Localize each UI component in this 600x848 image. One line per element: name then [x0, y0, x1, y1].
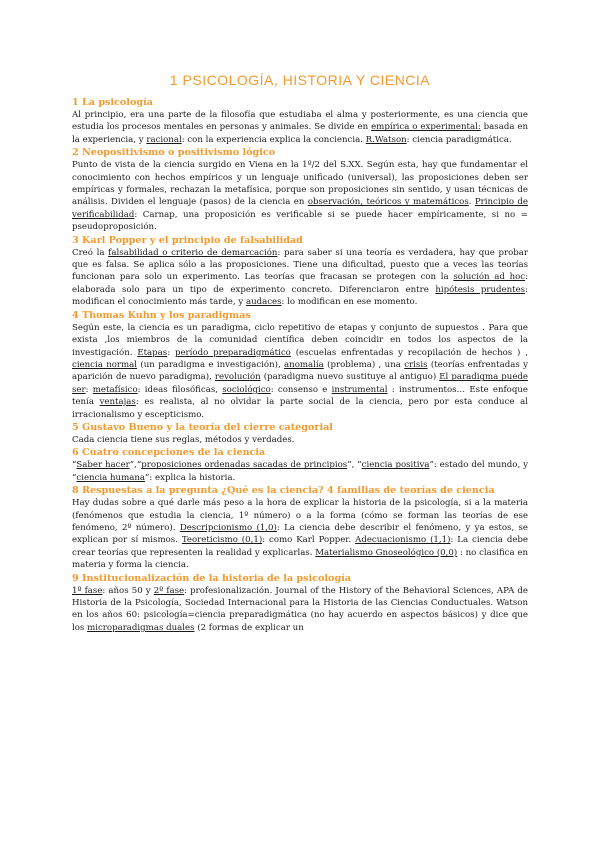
underlined-term: 1º fase [72, 585, 103, 596]
text-run: : es realista, al no olvidar la parte social de la ciencia, pero por esta conduce al irracionalismo y escepticismo. [72, 397, 528, 420]
text-run: : ciencia paradigmática. [406, 134, 512, 145]
underlined-term: solución ad hoc [453, 272, 526, 283]
text-run: : profesionalización. Journal of the History of the Behavioral Sciences, APA de Historia de la Psicología, Sociedad Internacional para la Historia de las Ciencias Conductuales. Watson en los años 60: psicología=ciencia preparadigmática (no hay acuerdo en aspectos básicos) y dice que los [72, 585, 528, 633]
text-run: (2 formas de explicar un [194, 622, 304, 633]
text-run: : La ciencia debe describir el fenómeno, y ya estos, se explican por sí mismos. [72, 522, 529, 546]
text-run: ”: estado del mundo, y “ [72, 460, 528, 483]
text-run: : [167, 347, 175, 358]
text-run: : consenso e [270, 384, 332, 395]
underlined-term: hipótesis prudentes [435, 284, 526, 295]
section-heading: 3 Karl Popper y el principio de falsabilidad [72, 234, 303, 246]
underlined-term: anomalía [284, 359, 324, 370]
underlined-term: proposiciones ordenadas sacadas de principios [141, 460, 348, 471]
underlined-term: observación, teóricos y matemáticos [307, 197, 469, 208]
section-heading: 2 Neopositivismo o positivismo lógico [72, 147, 276, 159]
underlined-term: ventajas [99, 397, 136, 408]
text-run: (escuelas enfrentadas y recopilación de hechos ) , [290, 347, 528, 358]
section-heading: 8 Respuestas a la pregunta ¿Qué es la ciencia? 4 familias de teorías de ciencia [72, 485, 495, 497]
text-run: : ideas filosóficas, [137, 384, 223, 395]
underlined-term: Principio de verificabilidad [72, 197, 528, 220]
section-heading: 4 Thomas Kuhn y los paradigmas [72, 309, 251, 321]
section-paragraph [72, 247, 528, 309]
underlined-term: Teoreticismo (0,1) [181, 535, 263, 546]
text-run: : La ciencia debe crear teorías que representen la realidad y explicarlas. [72, 535, 529, 558]
text-run: : lo modifican en ese momento. [281, 297, 418, 308]
underlined-term: ciencia normal [72, 359, 138, 370]
section-paragraph [72, 585, 528, 635]
section-heading: 9 Institucionalización de la historia de la psicología [72, 572, 352, 584]
text-run: : instrumentos… Este enfoque tenía [72, 384, 528, 408]
section-paragraph [72, 497, 528, 571]
text-run: ”,“ [129, 460, 142, 471]
text-run: Punto de vista de la ciencia surgido en Viena en la 1º/2 del S.XX. Según esta, hay que fundamentar el conocimiento con hechos empíricos y un lenguaje unificado (universal), las proposiciones deben ser empíricas y formales, rechazan la metafísica, porque son proposiciones sin sentido, y usan técnicas de análisis. Dividen el lenguaje (pasos) de la ciencia en [72, 160, 528, 208]
text-run: Creó la [72, 247, 109, 258]
underlined-term: metafísico [92, 384, 138, 395]
section-paragraph [72, 459, 528, 484]
underlined-term: crisis [404, 359, 428, 370]
text-run: (paradigma nuevo sustituye al antiguo) [260, 372, 440, 383]
underlined-term: empírica o experimental: [371, 122, 481, 133]
underlined-term: El paradigma puede ser [72, 372, 528, 395]
underlined-term: ciencia humana [76, 472, 146, 483]
text-run: : Carnap, una proposición es verificable si se puede hacer empíricamente, si no = pseudoproposición. [72, 209, 528, 233]
underlined-term: período preparadigmático [174, 347, 291, 358]
text-run: : elaborada solo para un tipo de experimento concreto. Diferenciaron entre [72, 272, 528, 295]
underlined-term: ciencia positiva [361, 460, 430, 471]
text-run: Hay dudas sobre a qué darle más peso a la hora de explicar la historia de la psicología, si a la materia (fenómenos que estudia la ciencia, 1º número) o a la forma (cómo se forman las teorías de ese fenómeno, 2º número). [72, 498, 528, 533]
text-run: basada en la experiencia, y [72, 122, 528, 145]
text-run: (teorías enfrentadas y aparición de nuevo paradigma), [72, 359, 528, 383]
text-run: (problema) , una [323, 359, 405, 370]
text-run: : años 50 y [102, 585, 154, 596]
text-run: . [468, 197, 475, 208]
text-run: ”, “ [347, 460, 362, 471]
text-run: : con la experiencia explica la conciencia. [181, 134, 366, 145]
underlined-term: 2º fase [153, 585, 185, 596]
underlined-term: Adecuacionismo (1,1) [355, 535, 451, 546]
underlined-term: microparadigmas duales [87, 622, 195, 633]
section-paragraph [72, 434, 528, 446]
text-run: Cada ciencia tiene sus reglas, métodos y verdades. [72, 434, 295, 445]
section-heading: 1 La psicología [72, 97, 153, 108]
text-run: : [85, 384, 93, 395]
text-run: “ [72, 460, 77, 471]
section-paragraph [72, 159, 528, 233]
underlined-term: Saber hacer [76, 460, 130, 471]
section-heading: 5 Gustavo Bueno y la teoría del cierre categorial [72, 421, 333, 433]
underlined-term: sociológico [222, 384, 271, 395]
sections-container [72, 96, 528, 634]
section-paragraph [72, 109, 528, 146]
section-paragraph [72, 322, 528, 421]
underlined-term: Descripcionismo (1,0) [179, 522, 277, 533]
text-run: : como Karl Popper. [262, 535, 356, 546]
document-page [72, 72, 528, 634]
text-run: Al principio, era una parte de la filosofía que estudiaba el alma y posteriormente, es una ciencia que estudia los procesos mentales en personas y animales. Se divide en [72, 110, 528, 133]
text-run: : para saber si una teoría es verdadera, hay que probar que es falsa. Se aplica sólo a las proposiciones. Tiene una dificultad, puesto que a veces las teorías funcionan para solo un experimento. Las teorías que fracasan se protegen con la [72, 247, 529, 283]
text-run: : modifican el conocimiento más tarde, y [72, 284, 529, 308]
underlined-term: falsabilidad o criterio de demarcación [108, 247, 278, 258]
text-run: : no clasifica en materia y forma la ciencia. [72, 547, 528, 571]
text-run: Según este, la ciencia es un paradigma, ciclo repetitivo de etapas y conjunto de supuestos . Para que exista ,los miembros de la comunidad científica deben coincidir en todos los aspectos de la investigación. [72, 322, 528, 358]
underlined-term: racional [146, 134, 182, 145]
underlined-term: Etapas [137, 347, 168, 358]
text-run: (un paradigma e investigación), [137, 359, 285, 370]
underlined-term: audaces [245, 297, 282, 308]
underlined-term: Materialismo Gnoseológico (0,0) [315, 547, 458, 558]
underlined-term: instrumental [331, 384, 388, 395]
text-run: ”: explica la historia. [145, 472, 236, 483]
page-title: 1 PSICOLOGÍA, HISTORIA Y CIENCIA [169, 72, 431, 88]
section-heading: 6 Cuatro concepciones de la ciencia [72, 447, 266, 459]
underlined-term: R.Watson [365, 134, 407, 145]
underlined-term: revolución [214, 372, 261, 383]
